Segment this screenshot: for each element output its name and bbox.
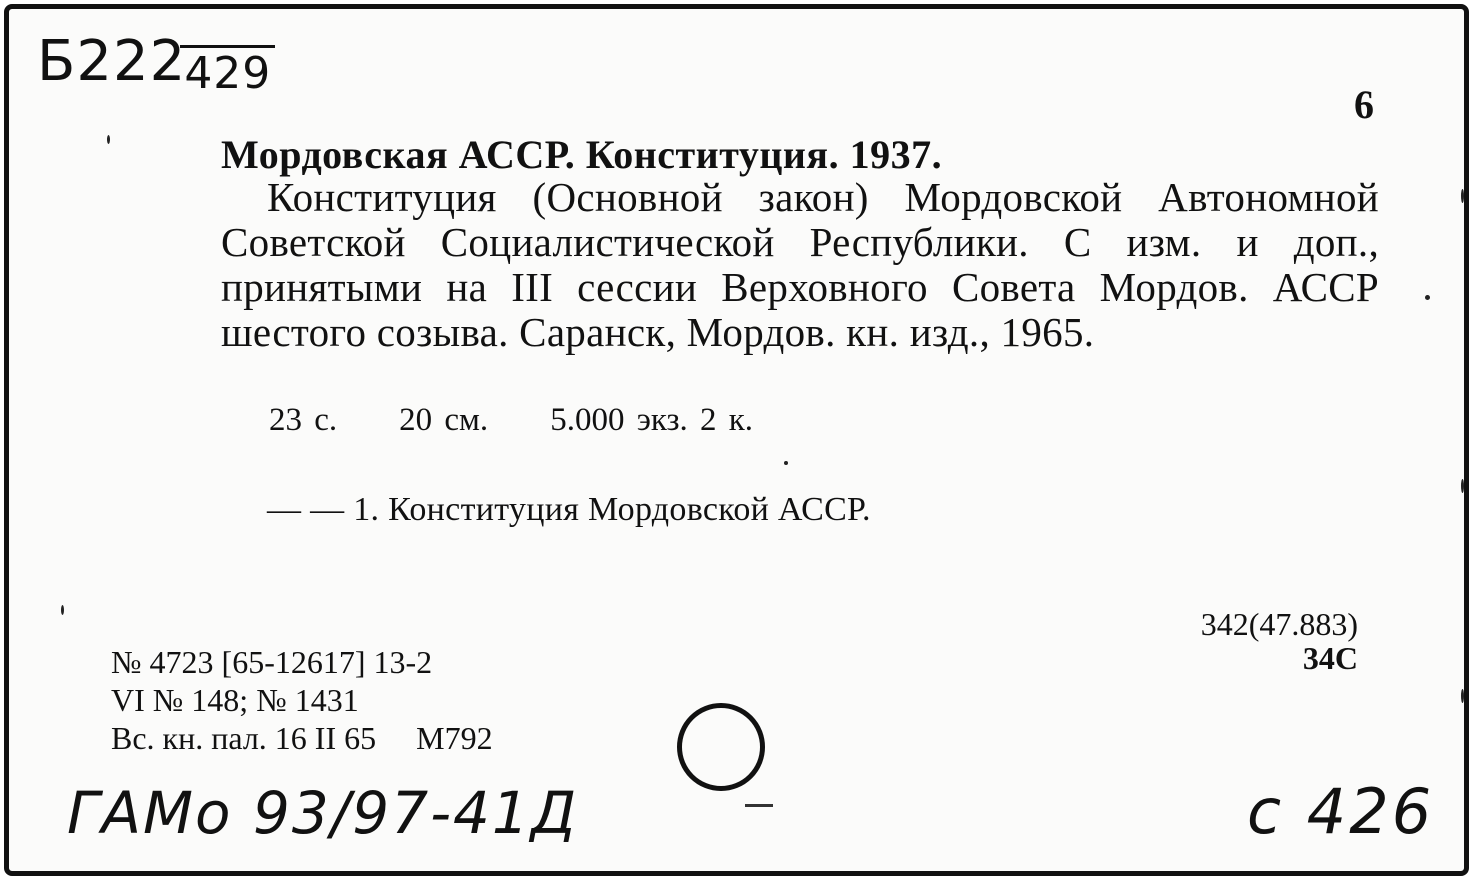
imprint-line-2: VI № 148; № 1431: [111, 682, 359, 718]
copies-price: 5.000 экз. 2 к.: [550, 402, 754, 438]
archive-note: ГАМо 93/97-41Д: [67, 779, 579, 847]
speck: [1461, 189, 1464, 203]
punch-hole: [677, 703, 765, 791]
printing-imprint: [111, 643, 493, 757]
speck: [61, 605, 64, 615]
author-mark: 34С: [1302, 640, 1358, 676]
pencil-mark: [745, 804, 773, 807]
classification-block: [1201, 607, 1358, 675]
shelf-mark: [37, 29, 275, 99]
imprint-line-1: № 4723 [65-12617] 13-2: [111, 644, 433, 680]
speck: [1461, 689, 1464, 703]
speck: [107, 135, 110, 144]
speck: [1425, 295, 1430, 300]
shelf-mark-number: 429: [180, 45, 275, 99]
imprint-line-3: Вс. кн. пал. 16 II 65 М792: [111, 720, 493, 756]
handwritten-code: с 426: [1247, 775, 1435, 848]
speck: [1461, 479, 1464, 493]
book-size: 20 см.: [399, 402, 489, 438]
collation-line: [269, 402, 815, 439]
speck: [784, 461, 788, 465]
classification-index: 342(47.883): [1200, 606, 1358, 642]
card-heading: Мордовская АССР. Конституция. 1937.: [221, 132, 943, 177]
bibliographic-description: Конституция (Основной закон) Мордовской Автономной Советской Социалистической Республики. С изм. и доп., принятыми на III сессии Верховного Совета Мордов. АССР шестого созыва. Саранск, Мордов. кн. изд., 1965.: [221, 174, 1379, 355]
subject-entry: — — 1. Конституция Мордовской АССР.: [267, 491, 871, 528]
shelf-mark-main: Б222: [37, 29, 187, 94]
catalog-card: [4, 4, 1469, 876]
card-number: 6: [1354, 82, 1374, 127]
pages-count: 23 с.: [269, 402, 338, 438]
